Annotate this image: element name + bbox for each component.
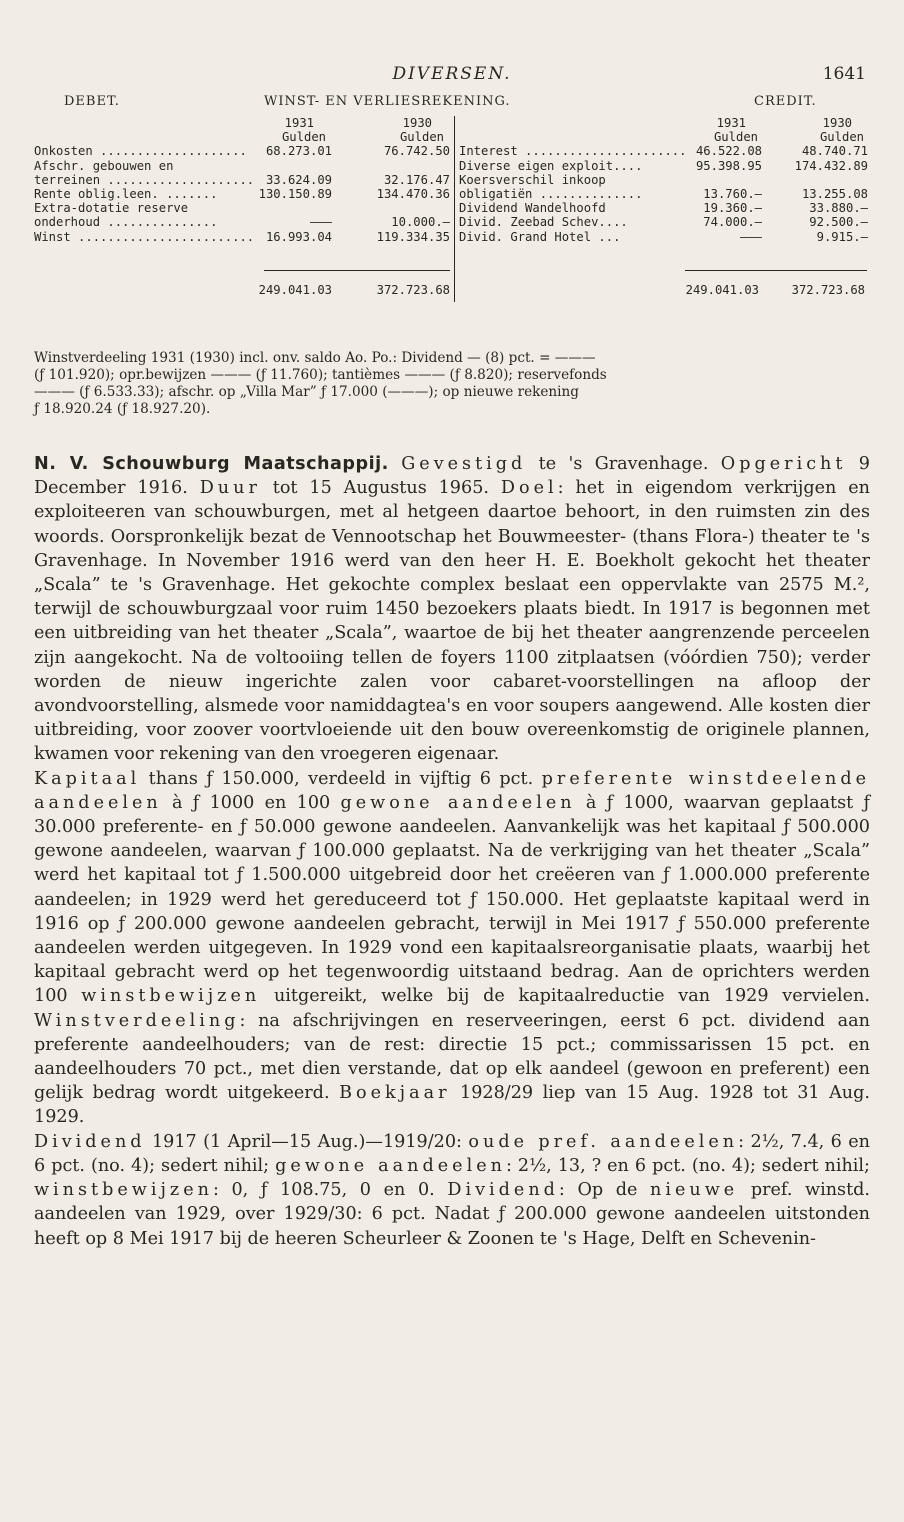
keyword: nieuwe	[650, 1180, 739, 1201]
table-row	[459, 201, 870, 215]
value-1931: 19.360.—	[703, 201, 762, 216]
row-label: terreinen ....................	[34, 172, 255, 187]
currency-header: Gulden	[399, 130, 444, 145]
value-1930: 9.915.—	[816, 229, 868, 244]
keyword: oude pref. aandeelen	[468, 1131, 739, 1152]
row-label: Winst ........................	[34, 229, 255, 244]
value-1931: ———	[739, 229, 762, 244]
keyword: Boekjaar	[339, 1083, 451, 1104]
year-header: 1930	[822, 116, 852, 130]
text: à ƒ 1000, waarvan geplaatst ƒ 30.000 preferente- en ƒ 50.000 gewone aandeelen. Aanvankelijk was het kapitaal ƒ 500.000 gewone aandeelen, waarvan ƒ 100.000 geplaatst. Na de verkrijging van het theater „Scala” werd het kapitaal tot ƒ 1.500.000 uitgebreid door het creëeren van ƒ 1.000.000 preferente aandeelen; in 1929 werd het gereduceerd tot ƒ 150.000. Het geplaatste kapitaal werd in 1916 op ƒ 200.000 gewone aandeelen gebracht, terwijl in Mei 1917 ƒ 550.000 preferente aandeelen werden uitgegeven. In 1929 vond een kapitaalsreorganisatie plaats, waarbij het kapitaal gebracht werd op het tegenwoordig uitstaand bedrag. Aan de oprichters werden 100	[34, 792, 870, 1007]
value-1930: 119.334.35	[376, 229, 450, 244]
text: uitgereikt, welke bij de kapitaalreductie van 1929 vervielen.	[260, 986, 870, 1007]
text: à ƒ 1000 en 100	[161, 792, 341, 813]
keyword: Dividend	[447, 1180, 559, 1201]
account-table	[34, 116, 870, 316]
value-1930: 92.500.—	[809, 215, 868, 230]
keyword: gewone aandeelen	[340, 792, 576, 813]
keyword: preferente winstdeelende aandeelen	[34, 768, 870, 813]
running-head	[34, 64, 870, 90]
value-1930: 13.255.08	[801, 186, 868, 201]
text: thans ƒ 150.000, verdeeld in vijftig 6 pct.	[140, 768, 542, 789]
value-1931: 74.000.—	[703, 215, 762, 230]
value-1931: 33.624.09	[265, 172, 332, 187]
text: 9 December 1916.	[34, 454, 870, 499]
sum-rule	[264, 270, 450, 271]
value-1930: 33.880.—	[809, 201, 868, 216]
profit-allocation	[34, 350, 870, 418]
account-header	[34, 94, 870, 116]
value-1930: 48.740.71	[801, 144, 868, 159]
row-label: onderhoud ...............	[34, 215, 218, 230]
table-row	[34, 230, 454, 244]
value-1930: 174.432.89	[794, 158, 868, 173]
debet-label: DEBET.	[64, 94, 120, 109]
credit-label: CREDIT.	[754, 94, 817, 109]
value-1930: 32.176.47	[383, 172, 450, 187]
table-row	[34, 173, 454, 187]
allocation-line: ——— (ƒ 6.533.33); afschr. op „Villa Mar” ƒ 17.000 (———); op nieuwe rekening	[34, 384, 579, 400]
text: tot 15 Augustus 1965.	[260, 478, 501, 499]
sum-rule	[685, 270, 867, 271]
total-1931: 249.041.03	[685, 283, 759, 297]
keyword: Winstverdeeling	[34, 1010, 240, 1031]
keyword: Gevestigd	[401, 454, 527, 474]
keyword: gewone aandeelen	[275, 1155, 506, 1176]
currency-header: Gulden	[281, 130, 326, 145]
company-name: N. V. Schouwburg Maatschappij.	[34, 454, 389, 474]
table-row	[459, 187, 870, 201]
text: 1928/29 liep van 15 Aug. 1928 tot 31 Aug. 1929.	[34, 1083, 870, 1128]
keyword: Doel	[500, 478, 558, 499]
row-label: Divid. Zeebad Schev....	[459, 215, 628, 230]
text: : 0, ƒ 108.75, 0 en 0.	[212, 1180, 448, 1201]
page	[34, 64, 870, 1249]
text: : na afschrijvingen en reserveeringen, eerst 6 pct. dividend aan preferente aandeelhouders; van de rest: directie 15 pct.; commissarissen 15 pct. en aandeelhouders 70 pct., met dien verstande, dat op elk aandeel (gewoon en preferent) een gelijk bedrag wordt uitgekeerd.	[34, 1010, 870, 1104]
text: pref. winstd. aandeelen van 1929, over 1929/30: 6 pct. Nadat ƒ 200.000 gewone aandeelen uitstonden heeft op 8 Mei 1917 bij de heeren Scheurleer & Zoonen te 's Hage, Delft en Schevenin-	[34, 1180, 870, 1249]
row-label: Extra-dotatie reserve	[34, 201, 189, 216]
text: : 2½, 13, ? en 6 pct. (no. 4); sedert nihil;	[505, 1155, 870, 1176]
year-header: 1931	[716, 116, 746, 130]
credit-side	[454, 116, 870, 302]
keyword: Kapitaal	[34, 768, 141, 789]
table-row	[34, 215, 454, 229]
row-label: Onkosten ....................	[34, 144, 247, 159]
table-row	[459, 173, 870, 187]
running-title: DIVERSEN.	[392, 64, 512, 84]
table-row	[459, 230, 870, 244]
value-1931: 130.150.89	[258, 186, 332, 201]
row-label: Divid. Grand Hotel ...	[459, 229, 621, 244]
row-label: obligatiën ..............	[459, 186, 643, 201]
text: te 's Gravenhage.	[526, 454, 721, 474]
allocation-line: ƒ 18.920.24 (ƒ 18.927.20).	[34, 401, 211, 417]
row-label: Koersverschil inkoop	[459, 172, 606, 187]
table-row	[34, 187, 454, 201]
text: : Op de	[558, 1180, 651, 1201]
year-header: 1930	[402, 116, 432, 130]
year-header: 1931	[284, 116, 314, 130]
value-1931: 16.993.04	[265, 229, 332, 244]
value-1931: 68.273.01	[265, 144, 332, 159]
debet-totals	[34, 283, 454, 297]
value-1931: 13.760.—	[703, 186, 762, 201]
currency-header: Gulden	[713, 130, 758, 145]
value-1931: ———	[309, 215, 332, 230]
table-row	[459, 159, 870, 173]
allocation-line: (ƒ 101.920); opr.bewijzen ——— (ƒ 11.760); tantièmes ——— (ƒ 8.820); reservefonds	[34, 367, 607, 383]
currency-header: Gulden	[819, 130, 864, 145]
page-number: 1641	[822, 64, 866, 84]
allocation-line: Winstverdeeling 1931 (1930) incl. onv. saldo Ao. Po.: Dividend — (8) pct. = ———	[34, 350, 596, 366]
row-label: Rente oblig.leen. .......	[34, 186, 218, 201]
row-label: Dividend Wandelhoofd	[459, 201, 606, 216]
value-1930: 10.000.—	[391, 215, 450, 230]
total-1931: 249.041.03	[258, 283, 332, 297]
row-label: Afschr. gebouwen en	[34, 158, 174, 173]
table-row	[459, 215, 870, 229]
keyword: Opgericht	[720, 454, 847, 474]
article-paragraph	[34, 452, 870, 1251]
total-1930: 372.723.68	[791, 283, 865, 297]
keyword: Dividend	[34, 1131, 146, 1152]
value-1931: 46.522.08	[695, 144, 762, 159]
credit-totals	[455, 283, 867, 297]
value-1930: 76.742.50	[383, 144, 450, 159]
text: : 2½, 7.4, 6 en 6 pct. (no. 4); sedert nihil;	[34, 1131, 870, 1176]
table-row	[34, 201, 454, 215]
value-1930: 134.470.36	[376, 186, 450, 201]
company-article	[34, 452, 870, 1251]
keyword: Duur	[199, 478, 261, 499]
text: 1917 (1 April—15 Aug.)—1919/20:	[145, 1131, 469, 1152]
table-row	[34, 144, 454, 158]
account-title: WINST- EN VERLIESREKENING.	[264, 94, 511, 109]
keyword: winstbewijzen	[81, 986, 261, 1007]
keyword: winstbewijzen	[34, 1180, 213, 1201]
total-1930: 372.723.68	[376, 283, 450, 297]
value-1931: 95.398.95	[695, 158, 762, 173]
table-row	[34, 159, 454, 173]
debet-side	[34, 116, 454, 297]
row-label: Interest ......................	[459, 144, 687, 159]
row-label: Diverse eigen exploit....	[459, 158, 643, 173]
table-row	[459, 144, 870, 158]
text: : het in eigendom verkrijgen en exploiteeren van schouwburgen, met al hetgeen daartoe behoort, in den ruimsten zin des woords. Oorspronkelijk bezat de Vennootschap het Bouwmeester- (thans Flora-) theater te 's Gravenhage. In November 1916 werd van den heer H. E. Boekholt gekocht het theater „Scala” te 's Gravenhage. Het gekochte complex beslaat een oppervlakte van 2575 M.², terwijl de schouwburgzaal voor ruim 1450 bezoekers plaats biedt. In 1917 is begonnen met een uitbreiding van het theater „Scala”, waartoe de bij het theater aangrenzende perceelen zijn aangekocht. Na de voltooiing tellen de foyers 1100 zitplaatsen (vóórdien 750); verder worden de nieuw ingerichte zalen voor cabaret-voorstellingen na afloop der avondvoorstelling, alsmede voor namiddagtea's en voor soupers aangewend. Alle kosten dier uitbreiding, voor zoover voortvloeiende uit den bouw overeenkomstig de originele plannen, kwamen voor rekening van den vroegeren eigenaar.	[34, 478, 870, 765]
